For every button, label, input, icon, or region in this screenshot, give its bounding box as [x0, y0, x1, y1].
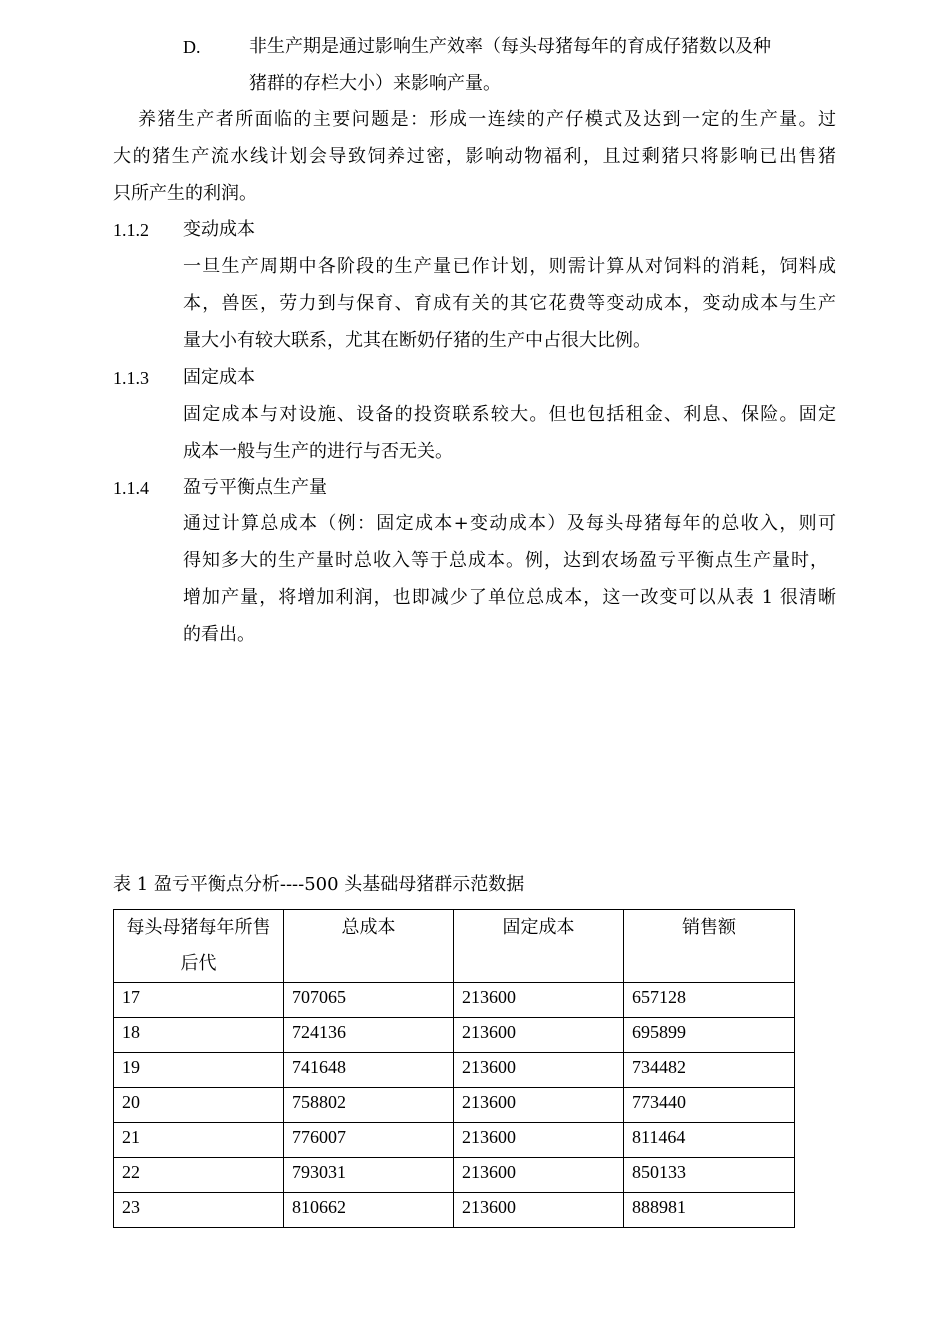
section-number: 1.1.2	[113, 220, 149, 240]
section-body-line: 一旦生产周期中各阶段的生产量已作计划，则需计算从对饲料的消耗，饲料成	[183, 256, 836, 277]
table-cell: 810662	[284, 1193, 454, 1228]
section-number: 1.1.4	[113, 478, 149, 498]
table-cell: 793031	[284, 1158, 454, 1193]
table-cell: 23	[114, 1193, 284, 1228]
section-body-line: 通过计算总成本（例：固定成本+变动成本）及每头母猪每年的总收入，则可	[183, 513, 836, 534]
section-body-line: 量大小有较大联系，尤其在断奶仔猪的生产中占很大比例。	[183, 330, 651, 351]
table-header-cell	[454, 910, 624, 983]
table-header-cell	[624, 910, 795, 983]
table-cell: 213600	[454, 1123, 624, 1158]
section-body-line: 的看出。	[183, 624, 255, 645]
intro-paragraph-line-2: 大的猪生产流水线计划会导致饲养过密，影响动物福利，且过剩猪只将影响已出售猪	[113, 146, 836, 167]
table-cell: 18	[114, 1018, 284, 1053]
item-d-text-line-1: 非生产期是通过影响生产效率（每头母猪每年的育成仔猪数以及种	[249, 36, 771, 57]
section-title: 盈亏平衡点生产量	[183, 477, 327, 498]
table-header-row	[114, 910, 795, 983]
table-cell: 776007	[284, 1123, 454, 1158]
section-body-line: 固定成本与对设施、设备的投资联系较大。但也包括租金、利息、保险。固定	[183, 404, 836, 425]
table-cell: 773440	[624, 1088, 795, 1123]
section-body-line: 成本一般与生产的进行与否无关。	[183, 441, 453, 462]
table-row	[114, 1193, 795, 1228]
table-row	[114, 1053, 795, 1088]
section-body-line: 增加产量，将增加利润，也即减少了单位总成本，这一改变可以从表 1 很清晰	[183, 587, 836, 608]
breakeven-table	[113, 909, 795, 1228]
table-cell: 213600	[454, 1053, 624, 1088]
table-cell: 20	[114, 1088, 284, 1123]
section-title: 固定成本	[183, 367, 255, 388]
table-cell: 213600	[454, 1193, 624, 1228]
header-sales: 销售额	[682, 917, 736, 938]
section-title: 变动成本	[183, 219, 255, 240]
table-cell: 657128	[624, 983, 795, 1018]
table-cell: 22	[114, 1158, 284, 1193]
table-cell: 695899	[624, 1018, 795, 1053]
table-cell: 707065	[284, 983, 454, 1018]
table-cell: 734482	[624, 1053, 795, 1088]
table-cell: 19	[114, 1053, 284, 1088]
table-cell: 724136	[284, 1018, 454, 1053]
table-cell: 850133	[624, 1158, 795, 1193]
table-row	[114, 1018, 795, 1053]
table-cell: 213600	[454, 1018, 624, 1053]
table-row	[114, 1158, 795, 1193]
header-total-cost: 总成本	[341, 917, 396, 938]
table-cell: 21	[114, 1123, 284, 1158]
section-number: 1.1.3	[113, 368, 149, 388]
intro-paragraph-line-3: 只所产生的利润。	[113, 183, 257, 204]
table-cell: 213600	[454, 983, 624, 1018]
table-row	[114, 1088, 795, 1123]
header-offspring-per-sow: 每头母猪每年所售后代	[126, 917, 271, 974]
section-body-line: 本，兽医，劳力到与保育、育成有关的其它花费等变动成本，变动成本与生产	[183, 293, 836, 314]
table-header-cell	[284, 910, 454, 983]
header-fixed-cost: 固定成本	[502, 917, 575, 938]
table-cell: 213600	[454, 1158, 624, 1193]
table-cell: 17	[114, 983, 284, 1018]
table-cell: 888981	[624, 1193, 795, 1228]
item-d-text-line-2: 猪群的存栏大小）来影响产量。	[249, 73, 501, 94]
table-cell: 741648	[284, 1053, 454, 1088]
table-caption: 表 1 盈亏平衡点分析----500 头基础母猪群示范数据	[113, 874, 525, 895]
table-row	[114, 983, 795, 1018]
table-header-cell	[114, 910, 284, 983]
table-cell: 811464	[624, 1123, 795, 1158]
table-cell: 213600	[454, 1088, 624, 1123]
section-body-line: 得知多大的生产量时总收入等于总成本。例，达到农场盈亏平衡点生产量时，	[183, 550, 828, 571]
item-d-label: D.	[183, 37, 201, 57]
table-cell: 758802	[284, 1088, 454, 1123]
intro-paragraph-line-1: 养猪生产者所面临的主要问题是：形成一连续的产仔模式及达到一定的生产量。过	[138, 109, 836, 130]
table-row	[114, 1123, 795, 1158]
